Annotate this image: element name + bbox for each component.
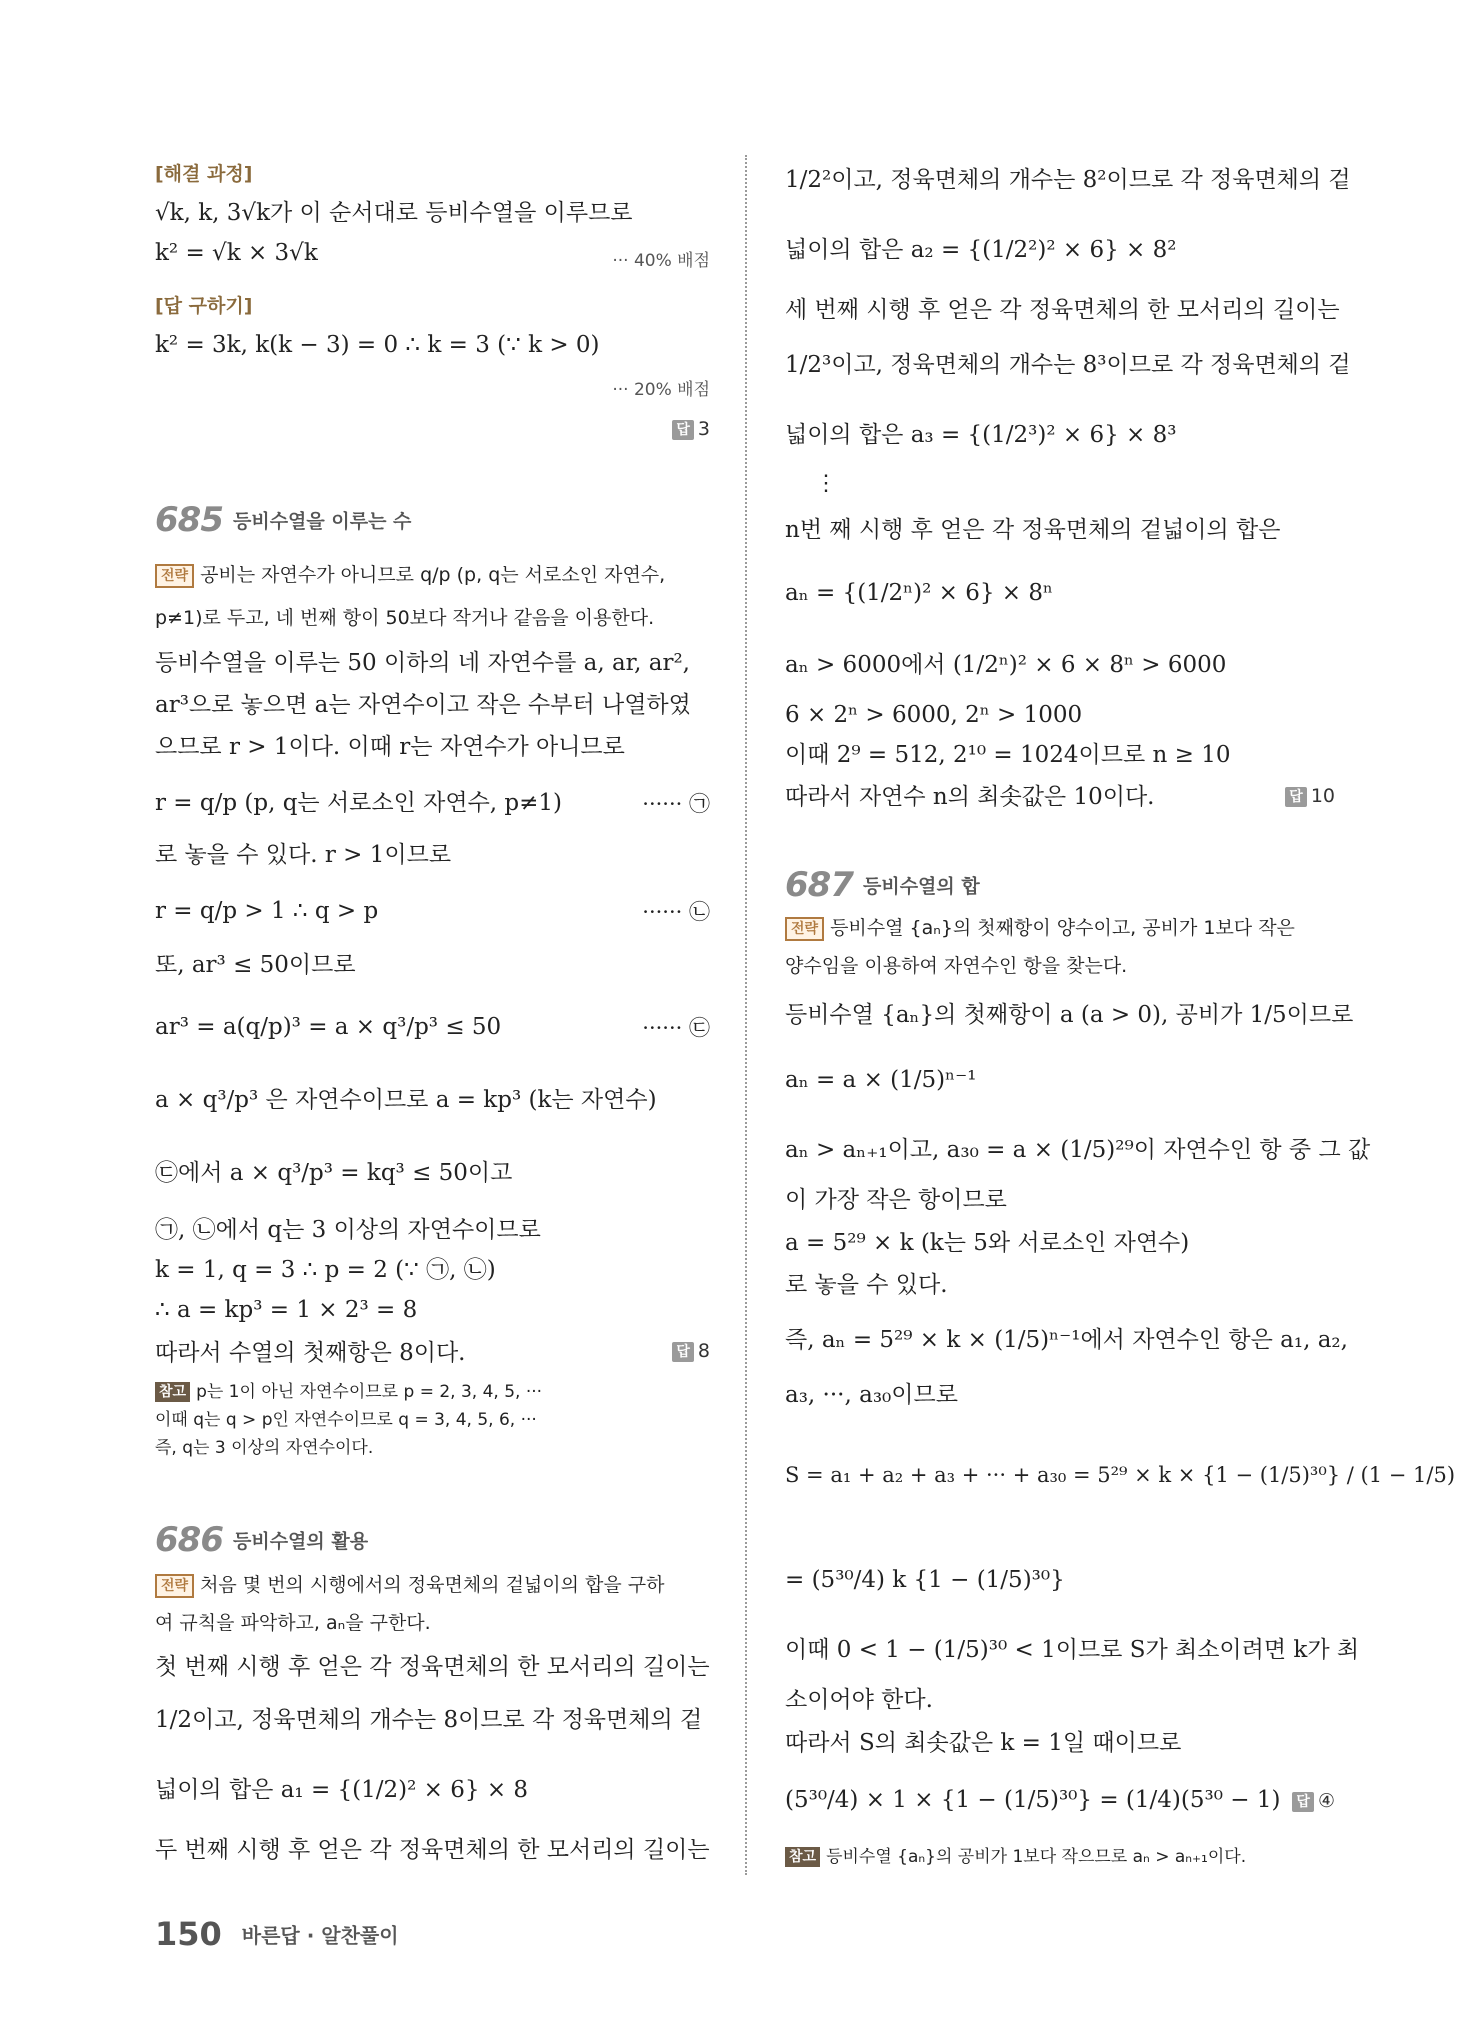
strategy-tag: 전략 [785,917,824,941]
problem-title: 등비수열의 활용 [232,1530,369,1553]
strategy-tag: 전략 [155,564,194,588]
problem-number: 685 [155,500,223,540]
solution-line: ㉢에서 a × q³/p³ = kq³ ≤ 50이고 [155,1160,513,1186]
solution-line: aₙ > aₙ₊₁이고, a₃₀ = a × (1/5)²⁹이 자연수인 항 중 그 값 [785,1137,1371,1163]
strategy-line: 전략 처음 몇 번의 시행에서의 정육면체의 겉넓이의 합을 구하 [155,1572,664,1598]
page-footer [155,1915,399,1953]
strategy-line: p≠1)로 두고, 네 번째 항이 50보다 작거나 같음을 이용한다. [155,607,655,629]
solution-line: 소이어야 한다. [785,1687,933,1713]
solution-line: aₙ = a × (1/5)ⁿ⁻¹ [785,1067,977,1093]
solution-line: 첫 번째 시행 후 얻은 각 정육면체의 한 모서리의 길이는 [155,1654,710,1680]
note-line: 참고 p는 1이 아닌 자연수이므로 p = 2, 3, 4, 5, ··· [155,1380,542,1404]
solution-line: (5³⁰/4) × 1 × {1 − (1/5)³⁰} = (1/4)(5³⁰ − 1) [785,1787,1281,1813]
section-label-answer: [답 구하기] [155,295,253,317]
solution-line: 이때 2⁹ = 512, 2¹⁰ = 1024이므로 n ≥ 10 [785,742,1231,768]
solution-line: 따라서 수열의 첫째항은 8이다. [155,1340,466,1366]
solution-line: aₙ = {(1/2ⁿ)² × 6} × 8ⁿ [785,580,1053,606]
solution-line: 따라서 S의 최솟값은 k = 1일 때이므로 [785,1730,1182,1756]
solution-line: 따라서 자연수 n의 최솟값은 10이다. [785,784,1155,810]
solution-line: 두 번째 시행 후 얻은 각 정육면체의 한 모서리의 길이는 [155,1837,710,1863]
note-line: 즉, q는 3 이상의 자연수이다. [155,1438,374,1458]
solution-line: 1/2이고, 정육면체의 개수는 8이므로 각 정육면체의 겉 [155,1707,703,1733]
note-line: 이때 q는 q > p인 자연수이므로 q = 3, 4, 5, 6, ··· [155,1410,537,1430]
problem-number: 686 [155,1520,223,1560]
solution-line: 즉, aₙ = 5²⁹ × k × (1/5)ⁿ⁻¹에서 자연수인 항은 a₁, a₂, [785,1327,1348,1353]
solution-line: 로 놓을 수 있다. r > 1이므로 [155,842,452,868]
answer-mark: 답 ④ [1292,1790,1335,1812]
strategy-line: 양수임을 이용하여 자연수인 항을 찾는다. [785,955,1128,977]
note-tag: 참고 [785,1847,820,1867]
circle-mark-3: ······ ㉢ [642,1016,710,1040]
section-label-process: [해결 과정] [155,163,253,185]
solution-line: 넓이의 합은 a₃ = {(1/2³)² × 6} × 8³ [785,422,1177,448]
solution-line: S = a₁ + a₂ + a₃ + ··· + a₃₀ = 5²⁹ × k × {1 − (1/5)³⁰} / (1 − 1/5) [785,1463,1456,1487]
solution-line: a₃, ···, a₃₀이므로 [785,1382,958,1408]
problem-687-header [785,865,980,905]
solution-line: 로 놓을 수 있다. [785,1272,948,1298]
solution-line: n번 째 시행 후 얻은 각 정육면체의 겉넓이의 합은 [785,517,1281,543]
footer-title: 바른답 · 알찬풀이 [241,1923,399,1948]
solution-line: ar³으로 놓으면 a는 자연수이고 작은 수부터 나열하였 [155,692,691,718]
solution-line: √k, k, 3√k가 이 순서대로 등비수열을 이루므로 [155,200,633,226]
answer-mark: 답 3 [672,418,710,440]
solution-line: 이때 0 < 1 − (1/5)³⁰ < 1이므로 S가 최소이려면 k가 최 [785,1637,1360,1663]
answer-mark: 답 10 [1285,785,1335,807]
problem-title: 등비수열의 합 [862,875,980,898]
strategy-tag: 전략 [155,1574,194,1598]
solution-line: 넓이의 합은 a₂ = {(1/2²)² × 6} × 8² [785,237,1177,263]
solution-line: 6 × 2ⁿ > 6000, 2ⁿ > 1000 [785,702,1083,728]
solution-line: r = q/p (p, q는 서로소인 자연수, p≠1) [155,790,563,816]
solution-line: r = q/p > 1 ∴ q > p [155,898,379,924]
solution-line: 넓이의 합은 a₁ = {(1/2)² × 6} × 8 [155,1777,529,1803]
problem-title: 등비수열을 이루는 수 [232,510,412,533]
problem-686-header [155,1520,368,1560]
score-40: ··· 40% 배점 [612,251,710,271]
solution-line: 으므로 r > 1이다. 이때 r는 자연수가 아니므로 [155,734,625,760]
solution-line: = (5³⁰/4) k {1 − (1/5)³⁰} [785,1567,1065,1593]
column-divider [745,155,747,1875]
solution-line: 이 가장 작은 항이므로 [785,1187,1007,1213]
solution-line: ar³ = a(q/p)³ = a × q³/p³ ≤ 50 [155,1014,502,1040]
solution-line: a = 5²⁹ × k (k는 5와 서로소인 자연수) [785,1230,1190,1256]
solution-line: a × q³/p³ 은 자연수이므로 a = kp³ (k는 자연수) [155,1087,657,1113]
solution-line: 등비수열을 이루는 50 이하의 네 자연수를 a, ar, ar², [155,650,690,676]
solution-line: ㉠, ㉡에서 q는 3 이상의 자연수이므로 [155,1217,541,1243]
solution-line: 1/2²이고, 정육면체의 개수는 8²이므로 각 정육면체의 겉 [785,167,1351,193]
solution-line: ∴ a = kp³ = 1 × 2³ = 8 [155,1297,418,1323]
page-number: 150 [155,1915,222,1953]
solution-line: 등비수열 {aₙ}의 첫째항이 a (a > 0), 공비가 1/5이므로 [785,1002,1354,1028]
answer-mark: 답 8 [672,1340,710,1362]
circle-mark-1: ······ ㉠ [642,792,710,816]
problem-number: 687 [785,865,853,905]
score-20: ··· 20% 배점 [612,380,710,400]
solution-line: 또, ar³ ≤ 50이므로 [155,952,356,978]
problem-685-header [155,500,411,540]
strategy-line: 전략 공비는 자연수가 아니므로 q/p (p, q는 서로소인 자연수, [155,562,665,588]
solution-line: 세 번째 시행 후 얻은 각 정육면체의 한 모서리의 길이는 [785,297,1340,323]
solution-line: k = 1, q = 3 ∴ p = 2 (∵ ㉠, ㉡) [155,1257,496,1283]
strategy-line: 여 규칙을 파악하고, aₙ을 구한다. [155,1612,431,1634]
vertical-ellipsis: ⋮ [815,471,837,496]
solution-line: k² = √k × 3√k [155,240,318,266]
solution-line: k² = 3k, k(k − 3) = 0 ∴ k = 3 (∵ k > 0) [155,332,600,358]
strategy-line: 전략 등비수열 {aₙ}의 첫째항이 양수이고, 공비가 1보다 작은 [785,915,1295,941]
note-line: 참고 등비수열 {aₙ}의 공비가 1보다 작으므로 aₙ > aₙ₊₁이다. [785,1845,1246,1869]
note-tag: 참고 [155,1382,190,1402]
solution-line: aₙ > 6000에서 (1/2ⁿ)² × 6 × 8ⁿ > 6000 [785,652,1227,678]
solution-line: 1/2³이고, 정육면체의 개수는 8³이므로 각 정육면체의 겉 [785,352,1351,378]
circle-mark-2: ······ ㉡ [642,900,710,924]
